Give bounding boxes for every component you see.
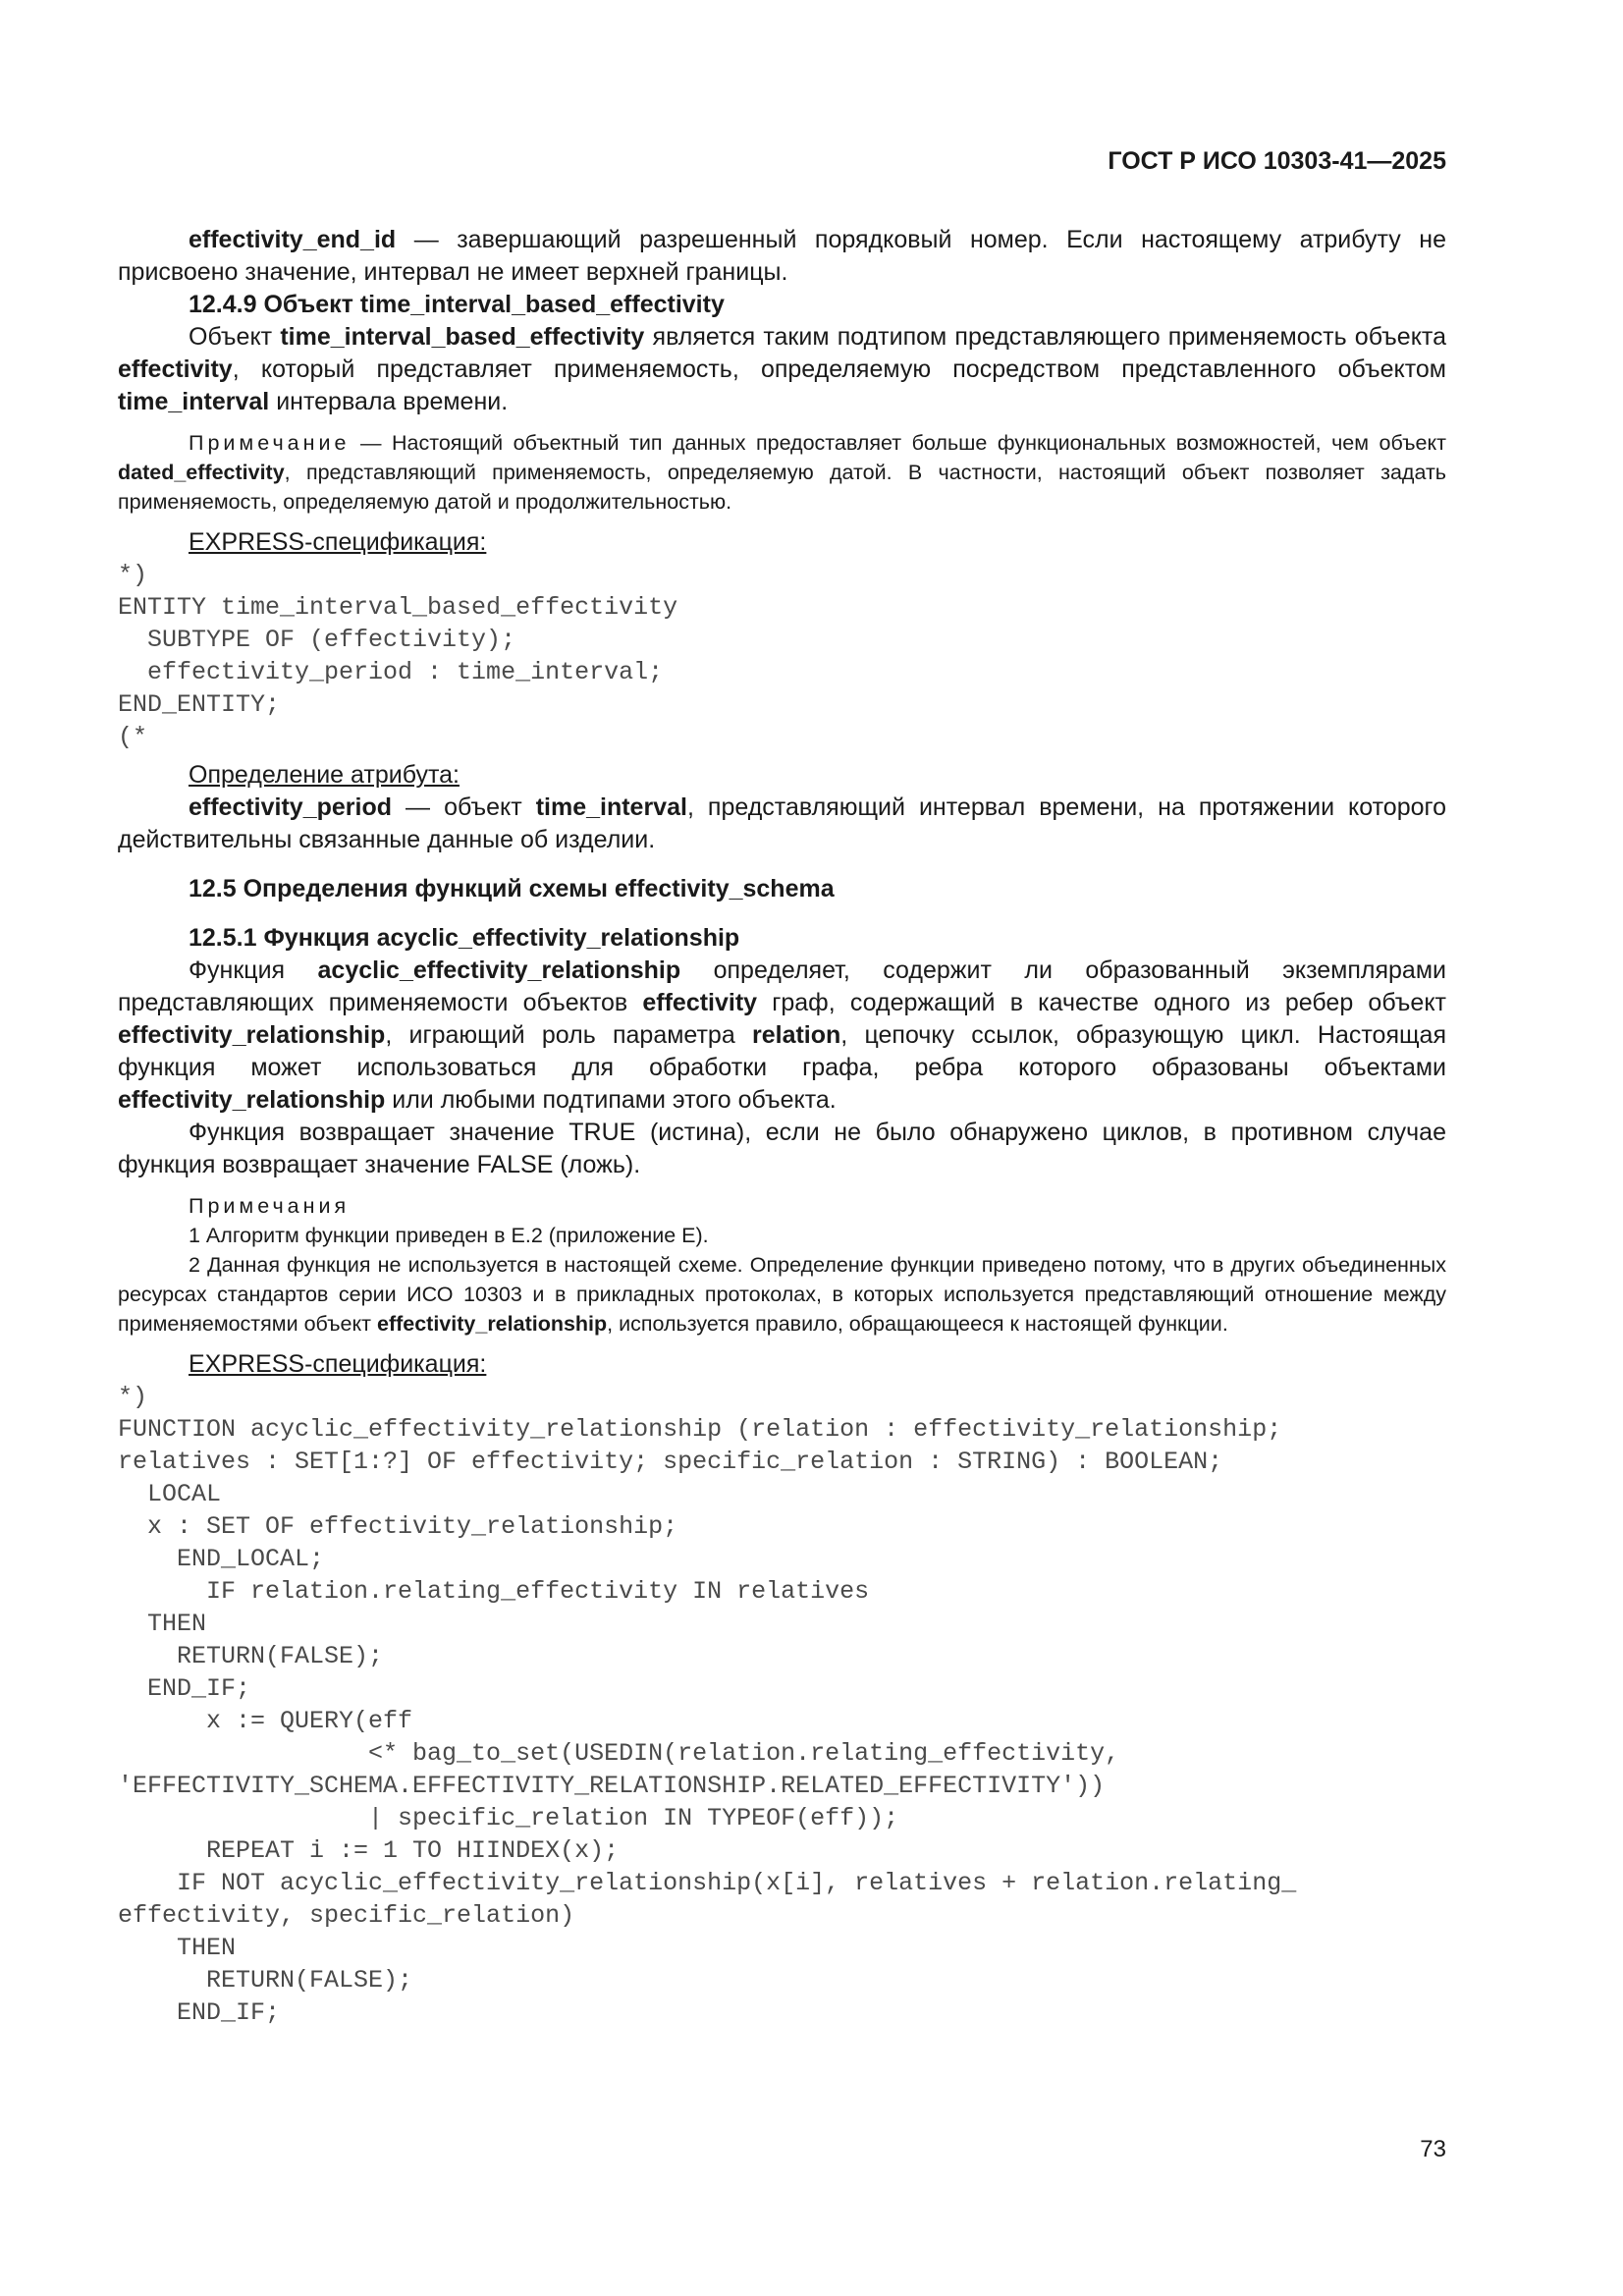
term-effectivity: effectivity	[118, 355, 233, 383]
paragraph-function-return: Функция возвращает значение TRUE (истина), если не было обнаружено циклов, в противном случае функция возвращает значение FALSE (ложь).	[118, 1119, 1446, 1178]
express-spec-label: EXPRESS-спецификация:	[189, 1350, 487, 1378]
note-label: Примечание	[189, 431, 351, 455]
express-code-function: *) FUNCTION acyclic_effectivity_relationship (relation : effectivity_relationship; relatives : SET[1:?] OF effectivity; specific_relation : STRING) : BOOLEAN; LOCAL x : SET OF effectivity_relationship; END_LOCAL; IF relation.relating_effectivity IN relatives THEN RETURN(FALSE); END_IF; x := QUERY(eff <* bag_to_set(USEDIN(relation.relating_effectivity, 'EFFECTIVITY_SCHEMA.EFFECTIVITY_RELATIONSHIP.RELATED_EFFECTIVITY')) | specific_relation IN TYPEOF(eff)); REPEAT i := 1 TO HIINDEX(x); IF NOT acyclic_effectivity_relationship(x[i], relatives + relation.relating_ effectivity, specific_relation) THEN RETURN(FALSE); END_IF;	[118, 1383, 1297, 2027]
paragraph-effectivity-end-id	[118, 224, 1446, 289]
section-heading-12-4-9: 12.4.9 Объект time_interval_based_effectivity	[189, 291, 725, 318]
term-effectivity-period: effectivity_period	[189, 793, 393, 821]
term-acyclic-effectivity-relationship: acyclic_effectivity_relationship	[317, 957, 681, 984]
note-text: — Настоящий объектный тип данных предоставляет больше функциональных возможностей, чем объект	[350, 431, 1446, 455]
text-span: определяет, содержит ли образованный экземплярами представляющих применяемости объектов	[118, 957, 1446, 1016]
paragraph-time-interval-based-effectivity	[118, 321, 1446, 418]
term-time-interval: time_interval	[535, 793, 687, 821]
text-span: , представляющий интервал времени, на протяжении которого действительны связанные данные об изделии.	[118, 793, 1446, 853]
term-effectivity: effectivity	[642, 989, 758, 1016]
note-dated-effectivity	[118, 428, 1446, 517]
text-span: граф, содержащий в качестве одного из ребер объект	[757, 989, 1447, 1016]
note-item-2	[118, 1250, 1446, 1339]
note-item-1: 1 Алгоритм функции приведен в Е.2 (приложение Е).	[189, 1224, 709, 1247]
note-text: , представляющий применяемость, определяемую датой. В частности, настоящий объект позволяет задать применяемость, определяемую датой и продолжительностью.	[118, 461, 1446, 514]
text-effectivity-end-id: — завершающий разрешенный порядковый номер. Если настоящему атрибуту не присвоено значение, интервал не имеет верхней границы.	[118, 226, 1446, 286]
paragraph-function-description	[118, 955, 1446, 1117]
notes-block	[118, 1191, 1446, 1339]
express-spec-label: EXPRESS-спецификация:	[189, 528, 487, 556]
page-number: 73	[1420, 2136, 1446, 2162]
standard-header: ГОСТ Р ИСО 10303-41—2025	[1108, 147, 1446, 175]
text-span: Объект	[189, 323, 281, 351]
term-effectivity-relationship: effectivity_relationship	[376, 1312, 608, 1336]
section-heading-12-5: 12.5 Определения функций схемы effectivity_schema	[189, 875, 835, 902]
term-effectivity-end-id: effectivity_end_id	[189, 226, 397, 253]
section-heading-12-5-1: 12.5.1 Функция acyclic_effectivity_relationship	[189, 924, 740, 952]
text-span: Функция	[189, 957, 318, 984]
note-text: , используется правило, обращающееся к настоящей функции.	[607, 1312, 1228, 1336]
paragraph-effectivity-period	[118, 792, 1446, 856]
term-time-interval: time_interval	[118, 388, 270, 415]
text-span: — объект	[392, 793, 536, 821]
term-time-interval-based-effectivity: time_interval_based_effectivity	[280, 323, 645, 351]
page-content	[118, 224, 1446, 2029]
term-dated-effectivity: dated_effectivity	[118, 461, 285, 484]
notes-label: Примечания	[189, 1194, 351, 1218]
text-span: или любыми подтипами этого объекта.	[385, 1086, 837, 1114]
text-span: , который представляет применяемость, определяемую посредством представленного объектом	[232, 355, 1446, 383]
express-code-entity: *) ENTITY time_interval_based_effectivity SUBTYPE OF (effectivity); effectivity_period : time_interval; END_ENTITY; (*	[118, 561, 678, 751]
term-effectivity-relationship: effectivity_relationship	[118, 1021, 386, 1049]
attribute-definition-label: Определение атрибута:	[189, 761, 460, 789]
note-text: 2 Данная функция не используется в настоящей схеме. Определение функции приведено потому, что в других объединенных ресурсах стандартов серии ИСО 10303 и в прикладных протоколах, в которых используется представляющий отношение между применяемостями объект	[118, 1253, 1446, 1336]
text-span: является таким подтипом представляющего применяемость объекта	[644, 323, 1447, 351]
text-span: интервала времени.	[269, 388, 509, 415]
term-effectivity-relationship: effectivity_relationship	[118, 1086, 386, 1114]
term-relation: relation	[751, 1021, 841, 1049]
text-span: , цепочку ссылок, образующую цикл. Настоящая функция может использоваться для обработки графа, ребра которого образованы объектами	[118, 1021, 1446, 1081]
text-span: , играющий роль параметра	[385, 1021, 752, 1049]
